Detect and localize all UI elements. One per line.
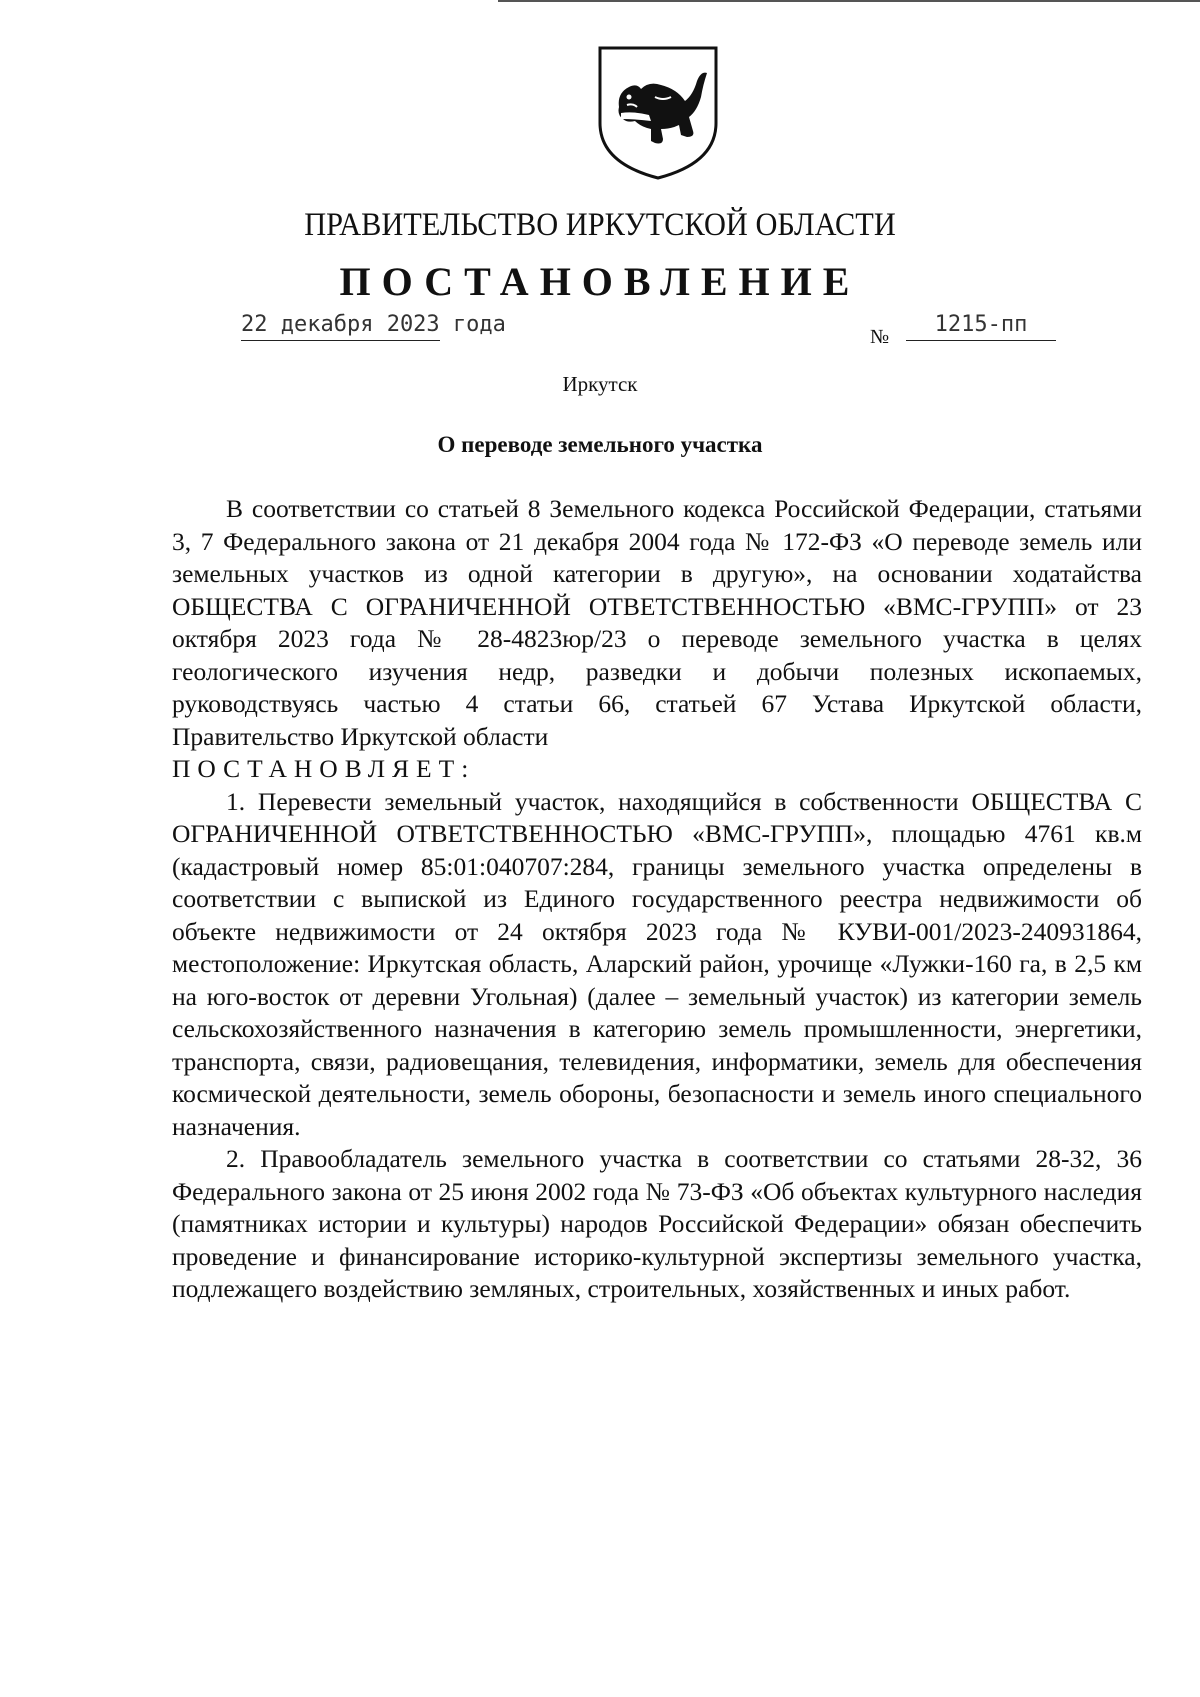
document-body — [172, 493, 1142, 1306]
coat-of-arms-emblem — [597, 45, 719, 181]
number-value: 1215-пп — [906, 312, 1056, 341]
city-name: Иркутск — [562, 372, 638, 396]
date-value: 22 декабря 2023 — [241, 312, 440, 341]
government-name: ПРАВИТЕЛЬСТВО ИРКУТСКОЙ ОБЛАСТИ — [304, 207, 896, 243]
document-date — [241, 312, 506, 341]
document-type-heading: ПОСТАНОВЛЕНИЕ — [339, 259, 861, 304]
number-sign: № — [870, 326, 890, 348]
date-suffix: года — [452, 312, 506, 337]
babr-icon — [597, 45, 719, 181]
top-border-line — [498, 0, 1200, 2]
document-subject: О переводе земельного участка — [437, 432, 763, 457]
item-2-paragraph: 2. Правообладатель земельного участка в соответствии со статьями 28-32, 36 Федерального закона от 25 июня 2002 года № 73-ФЗ «Об объектах культурного наследия (памятниках истории и культуры) народов Российской Федерации» обязан обеспечить проведение и финансирование историко-культурной экспертизы земельного участка, подлежащего воздействию земляных, строительных, хозяйственных и иных работ. — [172, 1144, 1142, 1303]
item-1-paragraph: 1. Перевести земельный участок, находящийся в собственности ОБЩЕСТВА С ОГРАНИЧЕННОЙ ОТВЕТСТВЕННОСТЬЮ «ВМС-ГРУПП», площадью 4761 кв.м (кадастровый номер 85:01:040707:284, границы земельного участка определены в соответствии с выпиской из Единого государственного реестра недвижимости об объекте недвижимости от 24 октября 2023 года № КУВИ-001/2023-240931864, местоположение: Иркутская область, Аларский район, урочище «Лужки-160 га, в 2,5 км на юго-восток от деревни Угольная) (далее – земельный участок) из категории земель сельскохозяйственного назначения в категорию земель промышленности, энергетики, транспорта, связи, радиовещания, телевидения, информатики, земель для обеспечения космической деятельности, земель обороны, безопасности и земель иного специального назначения. — [172, 786, 1142, 1141]
decree-word: ПОСТАНОВЛЯЕТ: — [172, 754, 476, 783]
preamble-paragraph: В соответствии со статьей 8 Земельного кодекса Российской Федерации, статьями 3, 7 Федерального закона от 21 декабря 2004 года № 172-ФЗ «О переводе земель или земельных участков из одной категории в другую», на основании ходатайства ОБЩЕСТВА С ОГРАНИЧЕННОЙ ОТВЕТСТВЕННОСТЬЮ «ВМС-ГРУПП» от 23 октября 2023 года № 28-4823юр/23 о переводе земельного участка в целях геологического изучения недр, разведки и добычи полезных ископаемых, руководствуясь частью 4 статьи 66, статьей 67 Устава Иркутской области, Правительство Иркутской области — [172, 494, 1142, 751]
